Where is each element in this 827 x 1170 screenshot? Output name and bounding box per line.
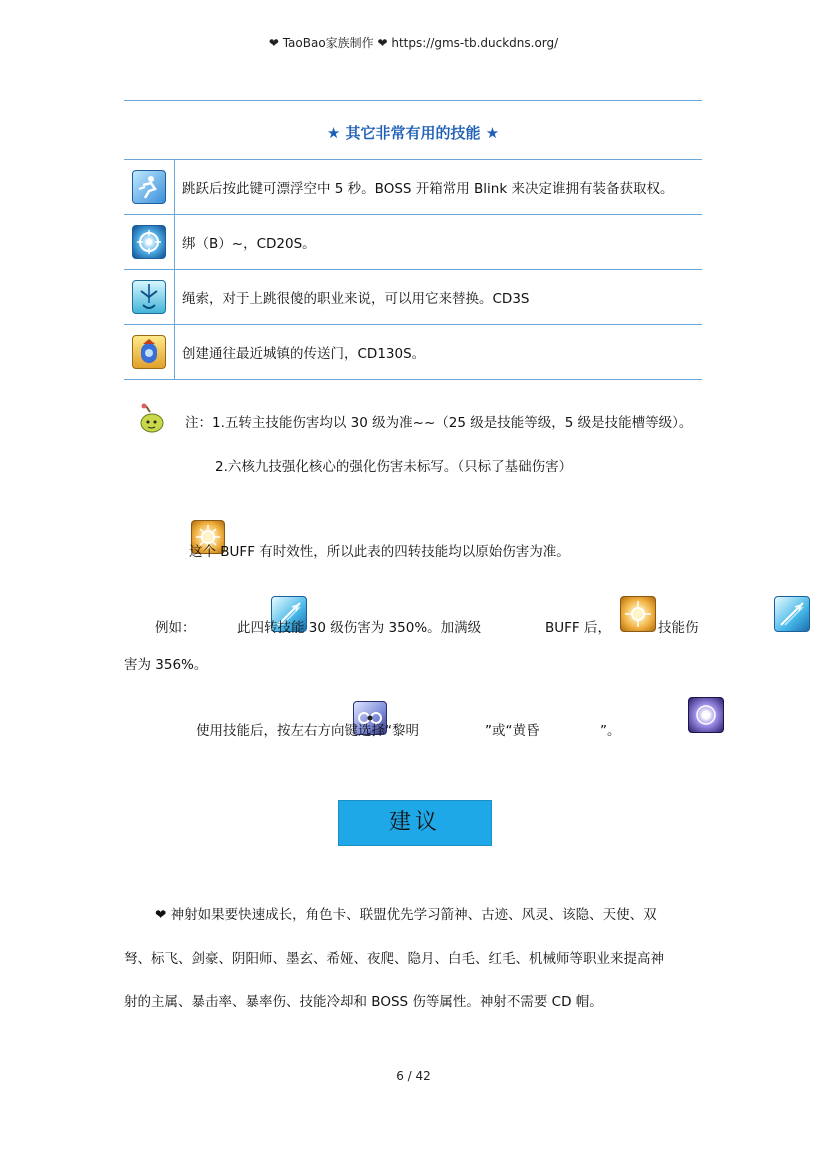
skill-description: 创建通往最近城镇的传送门，CD130S。 [175,325,703,380]
rope-lift-icon [132,280,166,314]
buff-note: 这个 BUFF 有时效性，所以此表的四转技能均以原始伤害为准。 [189,544,570,560]
skills-table [124,159,702,380]
advice-button[interactable]: 建议 [338,800,492,846]
example-text: 此四转技能 30 级伤害为 350%。加满级 [237,620,482,636]
example-text: 技能伤 [658,620,699,636]
blink-jump-icon [132,170,166,204]
table-row [124,270,702,325]
mascot-icon [136,402,166,434]
skill-description: 绳索，对于上跳很傻的职业来说，可以用它来替换。CD3S [175,270,703,325]
example-label: 例如： [155,620,196,636]
dawn-mode-icon [688,697,724,733]
example-text: BUFF 后， [545,620,611,636]
town-portal-icon [132,335,166,369]
top-divider [124,100,702,101]
advice-line-3: 射的主属、暴击率、暴率伤、技能冷却和 BOSS 伤等属性。神射不需要 CD 帽。 [124,994,603,1010]
toggle-text: 使用技能后，按左右方向键选择“黎明 [196,723,419,739]
table-row [124,215,702,270]
page-number: 6 / 42 [396,1069,431,1083]
page-header: ❤ TaoBao家族制作 ❤ https://gms-tb.duckdns.org/ [268,36,559,50]
advice-line-1: ❤ 神射如果要快速成长，角色卡、联盟优先学习箭神、古迹、风灵、该隐、天使、双 [155,907,657,923]
toggle-text: ”。 [600,723,621,739]
advice-line-2: 弩、标飞、剑豪、阴阳师、墨玄、希娅、夜爬、隐月、白毛、红毛、机械师等职业来提高神 [124,951,664,967]
table-row [124,325,702,380]
note-line-2: 2.六核九技强化核心的强化伤害未标写。（只标了基础伤害） [215,459,573,475]
arrow-skill-icon [774,596,810,632]
skill-description: 跳跃后按此键可漂浮空中 5 秒。BOSS 开箱常用 Blink 来决定谁拥有装备获取权。 [175,160,703,215]
bind-icon [132,225,166,259]
section-title: ★ 其它非常有用的技能 ★ [326,124,500,142]
buff-icon [620,596,656,632]
toggle-text: ”或“黄昏 [485,723,540,739]
skill-description: 绑（B）~，CD20S。 [175,215,703,270]
table-row [124,160,702,215]
note-line-1: 注：1.五转主技能伤害均以 30 级为准~~（25 级是技能等级，5 级是技能槽等级）。 [185,415,693,431]
example-text-line-2: 害为 356%。 [124,657,208,673]
